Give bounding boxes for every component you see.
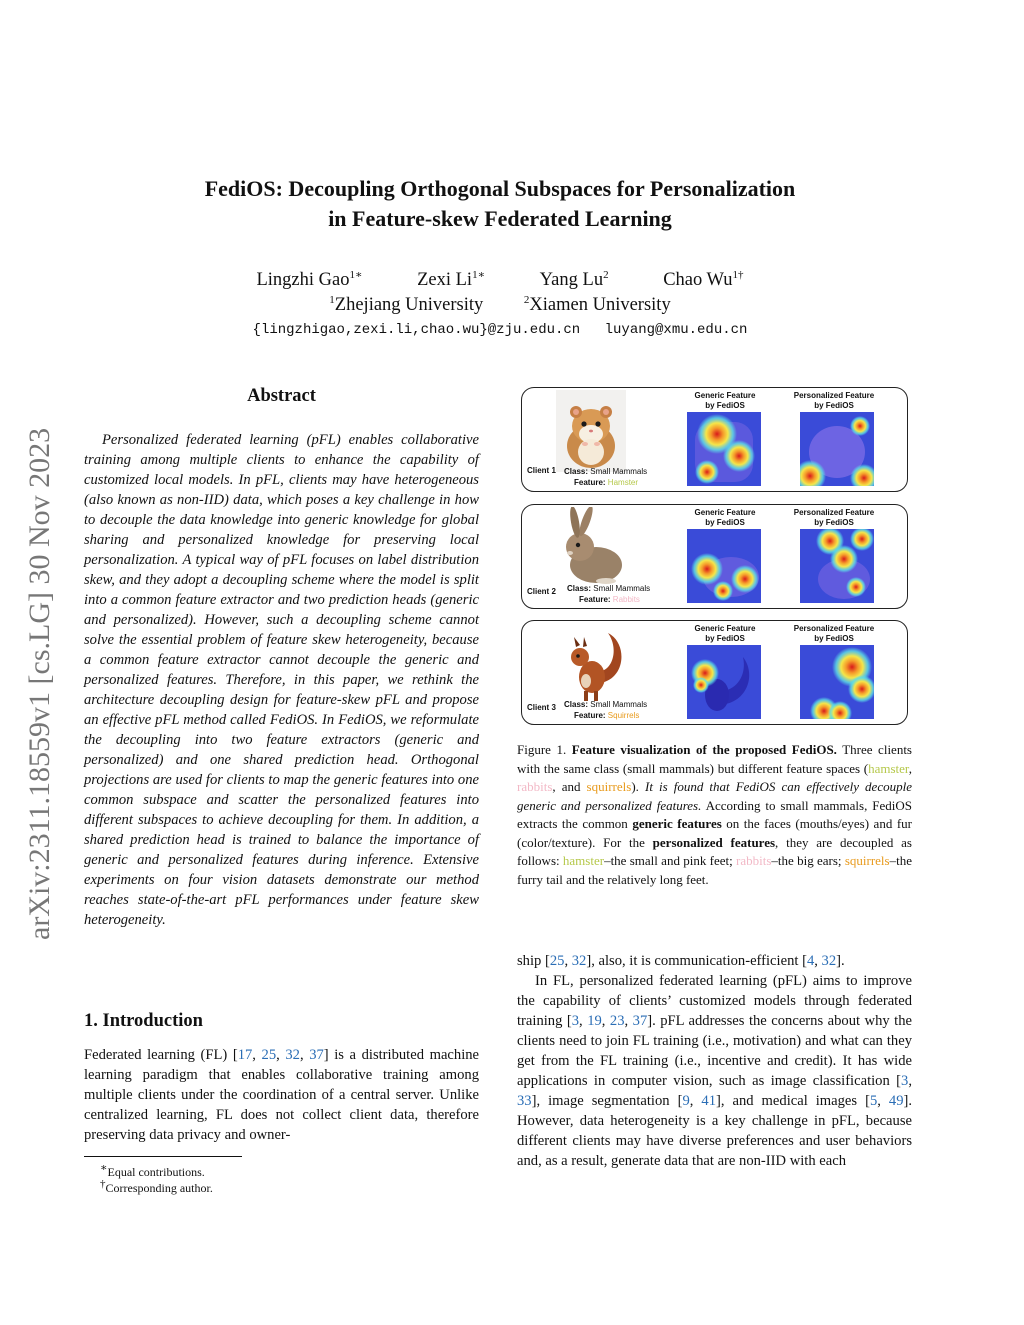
personalized-feature-heatmap — [800, 529, 874, 603]
citation-link[interactable]: 5 — [869, 1093, 878, 1109]
personalized-feature-header: Personalized Feature by FediOS — [793, 624, 875, 643]
personalized-feature-heatmap — [800, 412, 874, 486]
right-column-body — [517, 951, 912, 1171]
generic-feature-heatmap — [687, 645, 761, 719]
affiliation-list — [0, 294, 1000, 316]
figure-panel-client-1 — [521, 387, 908, 492]
generic-feature-heatmap — [687, 412, 761, 486]
paper-title-line-1: FediOS: Decoupling Orthogonal Subspaces for Personalization — [204, 176, 796, 201]
email-single[interactable]: luyang@xmu.edu.cn — [604, 322, 748, 338]
paper-title-line-2: in Feature-skew Federated Learning — [328, 206, 672, 231]
section-heading-introduction: 1. Introduction — [84, 1011, 203, 1031]
hamster-image — [556, 390, 626, 472]
citation-link[interactable]: 3 — [571, 1013, 580, 1029]
generic-feature-heatmap — [687, 529, 761, 603]
generic-feature-header: Generic Feature by FediOS — [694, 624, 756, 643]
personalized-feature-header: Personalized Feature by FediOS — [793, 508, 875, 527]
personalized-feature-header: Personalized Feature by FediOS — [793, 391, 875, 410]
body-paragraph: ship [25, 32], also, it is communication-efficient [4, 32]. — [517, 953, 845, 969]
footnote-divider — [84, 1156, 242, 1157]
citation-link[interactable]: 32 — [821, 953, 837, 969]
citation-link[interactable]: 9 — [682, 1093, 690, 1109]
abstract-heading: Abstract — [247, 386, 316, 406]
client-label: Client 1 — [527, 466, 556, 475]
author: Zexi $Li^{1∗}$ — [417, 269, 486, 291]
squirrel-image — [556, 623, 626, 705]
citation-link[interactable]: 32 — [571, 953, 587, 969]
arxiv-side-stamp: arXiv:2311.18559v1 [cs.LG] 30 Nov 2023 — [23, 427, 56, 940]
client-label: Client 2 — [527, 587, 556, 596]
citation-link[interactable]: 4 — [806, 953, 815, 969]
abstract-body: Personalized federated learning (pFL) enables collaborative training among multiple clients to enhance the capability of customized local models. In pFL, clients may have heterogeneous (also known as non-IID) data, which poses a key challenge in how to decouple the data knowledge into generic knowledge for global sharing and personalized knowledge for preserving local personalization. A typical way of pFL focuses on label distribution skew, and they adopt a decoupling scheme where the model is split into a common feature extractor and two prediction heads (generic and personalized). However, such a decoupling scheme cannot solve the essential problem of feature skew heterogeneity, because a common feature extractor cannot decouple the generic and personalized features. Therefore, in this paper, we rethink the architecture decoupling design for feature-skew pFL and propose an effective pFL method called FediOS. In FediOS, we reformulate the decoupling into two feature extractors (generic and personalized) and one shared prediction head. Orthogonal projections are used for clients to map the generic features into one common subspace and scatter the personalized features into different subspaces to achieve decoupling for them. In addition, a shared prediction head is trained to balance the importance of generic and personalized features during inference. Extensive experiments on four vision datasets demonstrate our method reaches state-of-the-art pFL performances under feature skew heterogeneity. — [84, 432, 479, 928]
citation-link[interactable]: 37 — [309, 1047, 324, 1063]
rabbit-image — [556, 507, 626, 589]
author: Yang Lu$^2$ — [539, 269, 609, 291]
author: Chao $Wu^{1\dagger}$ — [663, 269, 744, 291]
author-list — [0, 268, 1000, 291]
citation-link[interactable]: 23 — [609, 1013, 625, 1029]
client-class-info: Class: Small Mammals Feature: Rabbits — [567, 584, 651, 604]
citation-link[interactable]: 49 — [888, 1093, 904, 1109]
author: Lingzhi Gao$^{1∗}$ — [256, 269, 363, 291]
footnote: ∗Equal contributions. — [100, 1162, 205, 1179]
client-class-info: Class: Small Mammals Feature: Squirrels — [564, 700, 648, 720]
citation-link[interactable]: 19 — [587, 1013, 602, 1029]
personalized-feature-heatmap — [800, 645, 874, 719]
author-emails — [0, 322, 1000, 338]
client-class-info: Class: Small Mammals Feature: Hamster — [564, 467, 648, 487]
citation-link[interactable]: 37 — [632, 1013, 648, 1029]
citation-link[interactable]: 25 — [549, 953, 565, 969]
introduction-paragraph: Federated learning (FL) [17, 25, 32, 37] is a distributed machine learning paradigm that enables collaborative training among multiple clients under the coordination of a central server. Unlike centralized learning, FL does not collect client data, therefore preserving data privacy and owner- — [84, 1047, 480, 1143]
citation-link[interactable]: 33 — [517, 1093, 532, 1109]
footnote: †Corresponding author. — [100, 1178, 213, 1195]
citation-link[interactable]: 3 — [901, 1073, 909, 1089]
figure-panel-client-2 — [521, 504, 908, 609]
figure-caption: Figure 1. Feature visualization of the proposed FediOS. Three clients with the same class (small mammals) but different feature spaces (hamster, rabbits, and squirrels). It is found that FediOS can effectively decouple generic and personalized features. According to small mammals, FediOS extracts the common generic features on the faces (mouths/eyes) and fur (color/texture). For the personalized features, they are decoupled as follows: hamster–the small and pink feet; rabbits–the big ears; squirrels–the furry tail and the relatively long feet. — [517, 742, 912, 887]
affiliation: $^2$Xiamen University — [523, 294, 671, 316]
figure-panel-client-3 — [521, 620, 908, 725]
client-label: Client 3 — [527, 703, 556, 712]
generic-feature-header: Generic Feature by FediOS — [694, 508, 756, 527]
citation-link[interactable]: 41 — [701, 1093, 716, 1109]
email-group[interactable]: {lingzhigao,zexi.li,chao.wu}@zju.edu.cn — [252, 322, 581, 338]
generic-feature-header: Generic Feature by FediOS — [694, 391, 756, 410]
citation-link[interactable]: 25 — [261, 1047, 277, 1063]
citation-link[interactable]: 17 — [237, 1047, 253, 1063]
citation-link[interactable]: 32 — [285, 1047, 300, 1063]
affiliation: $^1$Zhejiang University — [329, 294, 484, 316]
body-paragraph: In FL, personalized federated learning (pFL) aims to improve the capability of clients’ customized models through federated training [3, 19, 23, 37]. pFL addresses the concerns about why the clients need to join FL training (i.e., motivation) and what can they get from the FL training (i.e., incentive and credit). It has wide applications in computer vision, such as image classification [3, 33], image segmentation [9, 41], and medical images [5, 49]. However, data heterogeneity is a key challenge in pFL, because different clients may have diverse preferences and user behaviors and, as a result, generate data that are non-IID with each — [517, 973, 913, 1169]
